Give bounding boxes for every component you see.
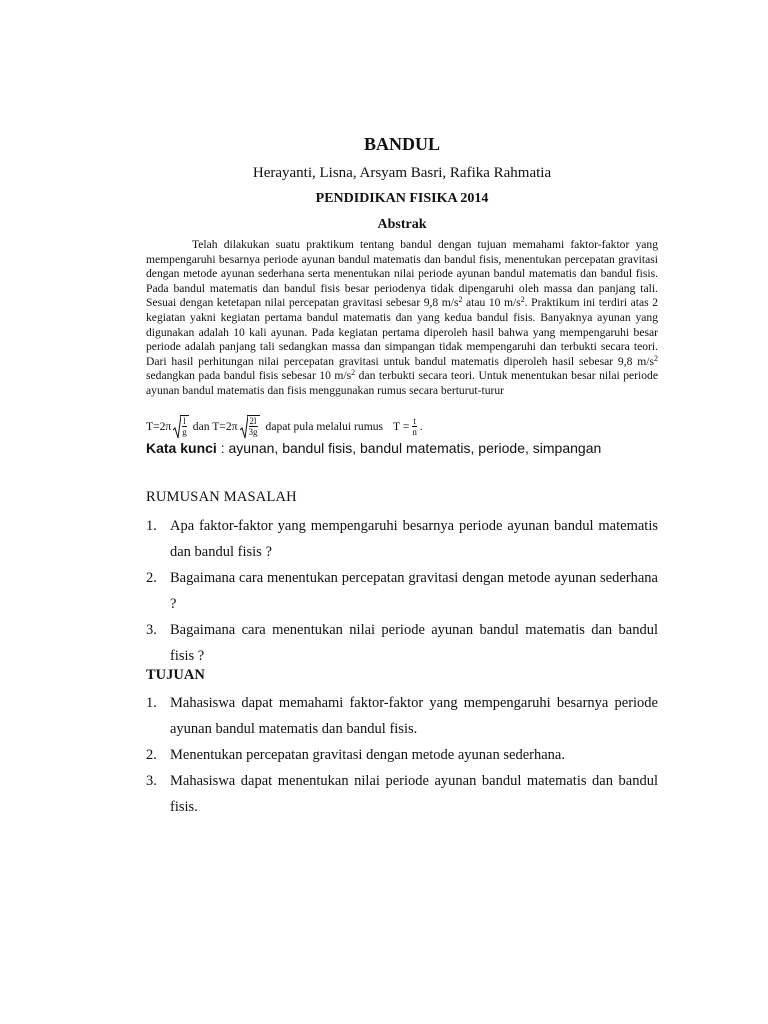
superscript: 2 <box>520 295 525 305</box>
tujuan-heading: TUJUAN <box>146 667 205 683</box>
formula-end: . <box>419 419 423 433</box>
sqrt-formula-2 <box>240 415 260 437</box>
fraction-t-over-n <box>412 416 417 437</box>
list-item <box>146 565 658 617</box>
superscript: 2 <box>654 353 658 363</box>
list-item <box>146 742 658 768</box>
list-item-text: Bagaimana cara menentukan percepatan gravitasi dengan metode ayunan sederhana ? <box>170 570 658 612</box>
list-number: 2. <box>146 747 157 763</box>
list-item-text: Mahasiswa dapat memahami faktor-faktor yang mempengaruhi besarnya periode ayunan bandul matematis dan bandul fisis. <box>170 695 658 737</box>
abstract-paragraph <box>146 238 658 399</box>
list-item-text: Bagaimana cara menentukan nilai periode ayunan bandul matematis dan bandul fisis ? <box>170 622 658 664</box>
abstract-text-4: sedangkan pada bandul fisis sebesar 10 m/s <box>146 369 352 383</box>
formula-t1-prefix: T=2π <box>146 419 172 433</box>
tujuan-list <box>146 690 658 820</box>
abstract-text-2: atau 10 m/s <box>462 296 521 310</box>
list-item-text: Mahasiswa dapat menentukan nilai periode ayunan bandul matematis dan bandul fisis. <box>170 773 658 815</box>
abstract-heading: Abstrak <box>377 217 427 232</box>
list-item <box>146 690 658 742</box>
fraction-numerator: t <box>413 415 416 426</box>
institution-line: PENDIDIKAN FISIKA 2014 <box>315 191 489 206</box>
abstract-text-1: Telah dilakukan suatu praktikum tentang bandul dengan tujuan memahami faktor-faktor yang mempengaruhi besarnya periode ayunan bandul matematis dan bandul fisis, menentukan percepatan gravitasi dengan metode ayunan sederhana serta menentukan nilai periode ayunan bandul matematis dan bandul fisis. Pada bandul matematis dan bandul fisis besar periodenya tidak dipengaruhi oleh massa dan panjang tali. Sesuai dengan ketetapan nilai percepatan gravitasi sebesar 9,8 m/s <box>146 238 658 310</box>
keywords-text: : ayunan, bandul fisis, bandul matematis, periode, simpangan <box>216 440 602 456</box>
formula-t3-prefix: T = <box>393 419 410 433</box>
abstract-text-3: . Praktikum ini terdiri atas 2 kegiatan yakni kegiatan pertama bandul matematis dan yang kedua bandul fisis. Banyaknya ayunan yang digunakan adalah 10 kali ayunan. Pada kegiatan pertama diperoleh hasil bahwa yang mempengaruhi besar periode adalah panjang tali sedangkan massa dan simpangan tidak mempengaruhi dan terbukti secara teori. Dari hasil perhitungan nilai percepatan gravitasi untuk bandul matematis diperoleh hasil sebesar 9,8 m/s <box>146 296 658 368</box>
keywords-label: Kata kunci <box>146 440 217 456</box>
keywords-line <box>146 440 666 456</box>
rumusan-masalah-heading: RUMUSAN MASALAH <box>146 489 297 505</box>
list-item <box>146 513 658 565</box>
list-number: 1. <box>146 518 157 534</box>
list-item <box>146 617 658 669</box>
list-number: 3. <box>146 773 157 789</box>
list-number: 2. <box>146 570 157 586</box>
list-item-text: Menentukan percepatan gravitasi dengan metode ayunan sederhana. <box>170 747 565 763</box>
list-number: 1. <box>146 695 157 711</box>
list-item <box>146 768 658 820</box>
list-item-text: Apa faktor-faktor yang mempengaruhi besarnya periode ayunan bandul matematis dan bandul fisis ? <box>170 518 658 560</box>
abstract-text-5: dan terbukti secara teori. Untuk menentukan besar nilai periode ayunan bandul matematis dan fisis menggunakan rumus secara berturut-turur <box>146 369 659 397</box>
fraction-denominator: g <box>182 427 187 437</box>
superscript: 2 <box>458 295 463 305</box>
fraction-numerator: 2l <box>249 416 257 426</box>
radical-sign <box>173 415 180 437</box>
formula-connector: dan T=2π <box>192 419 238 433</box>
document-title: BANDUL <box>363 134 440 154</box>
fraction-numerator: l <box>183 416 186 426</box>
superscript: 2 <box>351 368 356 378</box>
fraction-denominator: 3g <box>248 427 258 437</box>
fraction-denominator: n <box>412 426 417 437</box>
list-number: 3. <box>146 622 157 638</box>
rumusan-masalah-list <box>146 513 658 669</box>
formula-middle-text: dapat pula melalui rumus <box>265 419 384 433</box>
formula-line <box>146 412 658 440</box>
authors-line: Herayanti, Lisna, Arsyam Basri, Rafika Rahmatia <box>252 165 552 181</box>
radical-sign <box>240 415 247 437</box>
sqrt-formula-1 <box>173 415 189 437</box>
